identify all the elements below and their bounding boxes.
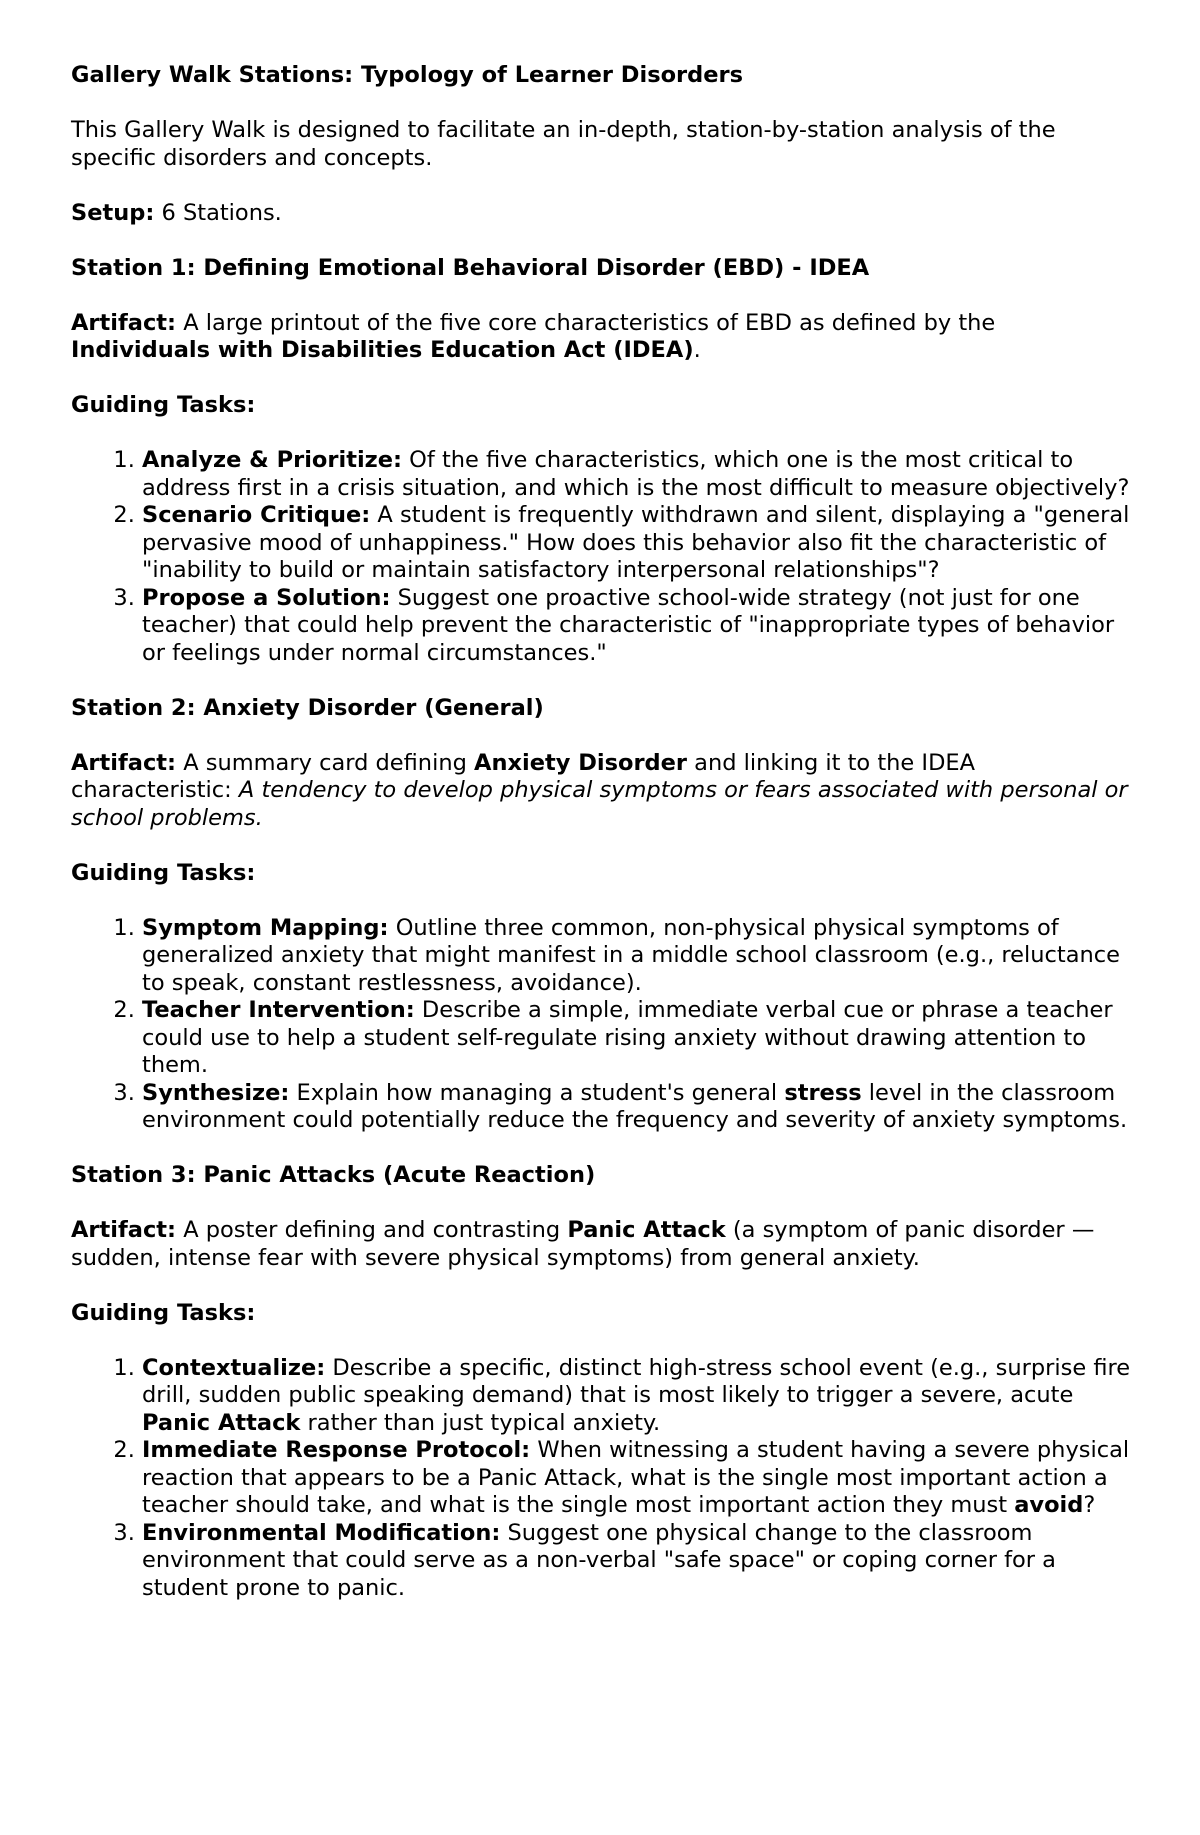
station-3-artifact bbox=[71, 1217, 1131, 1272]
task-label: Synthesize: bbox=[142, 1079, 290, 1106]
station-2-title: Station 2: Anxiety Disorder (General) bbox=[71, 694, 544, 721]
setup-value: 6 Stations. bbox=[154, 199, 282, 226]
task-item bbox=[142, 1080, 1131, 1135]
task-bold: stress bbox=[784, 1079, 862, 1106]
task-item bbox=[142, 447, 1131, 502]
station-1-tasks-heading: Guiding Tasks: bbox=[71, 392, 256, 418]
station-1-title: Station 1: Defining Emotional Behavioral Disorder (EBD) - IDEA bbox=[71, 254, 870, 281]
setup-line bbox=[71, 200, 1131, 228]
station-3-title: Station 3: Panic Attacks (Acute Reaction) bbox=[71, 1162, 596, 1188]
task-text: When witnessing a student having a severe physical reaction that appears to be a Panic Attack, what is the single most important action a teacher should take, and what is the single most important action they must bbox=[142, 1437, 1130, 1518]
artifact-text: A large printout of the five core characteristics of EBD as defined by the bbox=[176, 309, 996, 336]
intro-paragraph: This Gallery Walk is designed to facilitate an in-depth, station-by-station analysis of the specific disorders and concepts. bbox=[71, 117, 1056, 171]
station-1-artifact bbox=[71, 310, 1131, 365]
station-3-tasks-heading: Guiding Tasks: bbox=[71, 1299, 256, 1326]
artifact-label: Artifact: bbox=[71, 1217, 177, 1243]
task-bold: Panic Attack bbox=[142, 1409, 301, 1436]
task-item bbox=[142, 1437, 1131, 1520]
task-text: Suggest one physical change to the classroom environment that could serve as a non-verbal "safe space" or coping corner for a student prone to panic. bbox=[142, 1519, 1056, 1601]
task-label: Propose a Solution: bbox=[142, 584, 391, 611]
station-3-task-list bbox=[71, 1355, 1131, 1603]
document-title: Gallery Walk Stations: Typology of Learner Disorders bbox=[71, 62, 743, 88]
station-1-task-list bbox=[71, 447, 1131, 667]
task-text: Describe a simple, immediate verbal cue or phrase a teacher could use to help a student self-regulate rising anxiety without drawing attention to them. bbox=[142, 997, 1113, 1078]
artifact-bold: Anxiety Disorder bbox=[474, 749, 688, 776]
task-label: Teacher Intervention: bbox=[142, 997, 415, 1023]
artifact-label: Artifact: bbox=[71, 309, 177, 336]
task-text-end: rather than just typical anxiety. bbox=[300, 1409, 661, 1436]
artifact-text-end: . bbox=[693, 337, 701, 363]
station-2-task-list bbox=[71, 915, 1131, 1135]
task-item bbox=[142, 1355, 1131, 1438]
task-item bbox=[142, 585, 1131, 668]
artifact-text-mid: and linking it to the IDEA characteristic: bbox=[71, 749, 976, 803]
task-label: Contextualize: bbox=[142, 1354, 326, 1381]
task-label: Immediate Response Protocol: bbox=[142, 1437, 531, 1463]
task-text: Describe a specific, distinct high-stress school event (e.g., surprise fire drill, sudden public speaking demand) that is most likely to trigger a severe, acute bbox=[142, 1354, 1131, 1408]
task-label: Environmental Modification: bbox=[142, 1519, 501, 1546]
task-text: Of the five characteristics, which one is the most critical to address first in a crisis situation, and which is the most difficult to measure objectively? bbox=[142, 447, 1130, 501]
artifact-bold: Panic Attack bbox=[567, 1217, 726, 1243]
task-text: A student is frequently withdrawn and silent, displaying a "general pervasive mood of unhappiness." How does this behavior also fit the characteristic of "inability to build or maintain satisfactory interpersonal relationships"? bbox=[142, 502, 1130, 583]
task-item bbox=[142, 915, 1131, 998]
station-2-artifact bbox=[71, 750, 1131, 833]
artifact-bold: Individuals with Disabilities Education Act (IDEA) bbox=[71, 337, 694, 363]
task-text: Suggest one proactive school-wide strategy (not just for one teacher) that could help prevent the characteristic of "inappropriate types of behavior or feelings under normal circumstances." bbox=[142, 584, 1115, 666]
task-text-end: ? bbox=[1083, 1492, 1096, 1518]
setup-label: Setup: bbox=[71, 199, 155, 226]
document-page bbox=[71, 62, 1131, 1602]
task-item bbox=[142, 997, 1131, 1080]
task-text-end: level in the classroom environment could potentially reduce the frequency and severity of anxiety symptoms. bbox=[142, 1079, 1128, 1133]
artifact-text: A poster defining and contrasting bbox=[176, 1217, 568, 1243]
task-bold: avoid bbox=[1014, 1492, 1084, 1518]
artifact-label: Artifact: bbox=[71, 749, 177, 776]
task-item bbox=[142, 502, 1131, 585]
task-text: Explain how managing a student's general bbox=[289, 1079, 785, 1106]
task-label: Scenario Critique: bbox=[142, 502, 371, 528]
task-label: Analyze & Prioritize: bbox=[142, 447, 403, 473]
station-2-tasks-heading: Guiding Tasks: bbox=[71, 859, 256, 886]
task-label: Symptom Mapping: bbox=[142, 914, 389, 941]
artifact-italic: A tendency to develop physical symptoms or fears associated with personal or school problems. bbox=[71, 777, 1128, 831]
artifact-text: A summary card defining bbox=[176, 749, 475, 776]
task-item bbox=[142, 1520, 1131, 1603]
task-text: Outline three common, non-physical physical symptoms of generalized anxiety that might manifest in a middle school classroom (e.g., reluctance to speak, constant restlessness, avoidance). bbox=[142, 914, 1120, 996]
artifact-text-end: (a symptom of panic disorder —sudden, intense fear with severe physical symptoms) from general anxiety. bbox=[71, 1217, 1095, 1271]
